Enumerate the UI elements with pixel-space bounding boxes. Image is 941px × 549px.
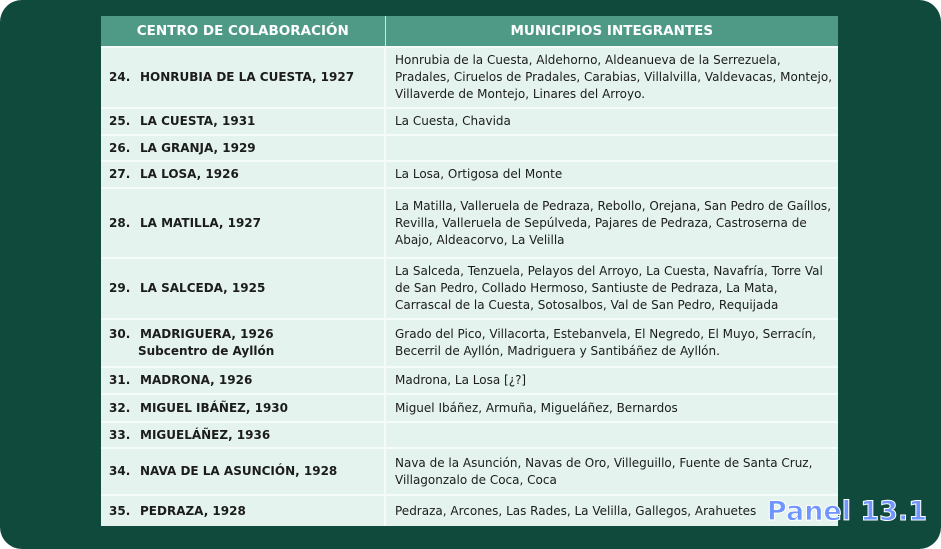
centro-name: MADRONA, 1926 (140, 373, 253, 387)
centro-cell (101, 367, 385, 394)
table-header-row (101, 16, 838, 47)
table-row (101, 495, 838, 526)
row-number: 32. (109, 400, 131, 415)
table-row (101, 448, 838, 495)
centro-cell (101, 135, 385, 161)
table-row (101, 394, 838, 422)
table-row (101, 367, 838, 394)
table-row (101, 422, 838, 448)
row-number: 26. (109, 140, 131, 155)
centro-name: NAVA DE LA ASUNCIÓN, 1928 (140, 464, 338, 478)
centro-name: LA SALCEDA, 1925 (140, 281, 266, 295)
centro-name: LA CUESTA, 1931 (140, 114, 256, 128)
row-number: 31. (109, 373, 131, 387)
municipios-cell: Honrubia de la Cuesta, Aldehorno, Aldeanueva de la Serrezuela, Pradales, Ciruelos de Pradales, Carabias, Villalvilla, Valdevacas, Montejo, Villaverde de Montejo, Linares del Arroyo. (385, 47, 838, 108)
row-number: 24. (109, 70, 131, 84)
municipios-cell: Grado del Pico, Villacorta, Estebanvela, El Negredo, El Muyo, Serracín, Becerril de Ayllón, Madriguera y Santibáñez de Ayllón. (385, 319, 838, 367)
centro-cell (101, 258, 385, 319)
row-number: 25. (109, 114, 131, 128)
centro-cell (101, 108, 385, 135)
centro-name: PEDRAZA, 1928 (140, 503, 246, 518)
table-row (101, 135, 838, 161)
centro-cell (101, 188, 385, 258)
municipios-cell: Miguel Ibáñez, Armuña, Migueláñez, Bernardos (385, 394, 838, 422)
centro-name: LA GRANJA, 1929 (140, 140, 256, 155)
row-number: 33. (109, 427, 131, 442)
row-number: 29. (109, 281, 131, 295)
centro-name: MIGUELÁÑEZ, 1936 (140, 427, 271, 442)
municipios-cell: La Matilla, Valleruela de Pedraza, Rebollo, Orejana, San Pedro de Gaíllos, Revilla, Valleruela de Sepúlveda, Pajares de Pedraza, Castroserna de Abajo, Aldeacorvo, La Velilla (385, 188, 838, 258)
centro-cell (101, 47, 385, 108)
panel-label: Panel 13.1 (766, 496, 927, 527)
centro-cell (101, 495, 385, 526)
row-number: 27. (109, 167, 131, 181)
municipios-cell (385, 422, 838, 448)
centro-name: LA LOSA, 1926 (140, 167, 239, 181)
municipios-cell: Madrona, La Losa [¿?] (385, 367, 838, 394)
municipios-cell: La Losa, Ortigosa del Monte (385, 161, 838, 188)
centro-cell (101, 319, 385, 367)
table-row (101, 188, 838, 258)
subcentro-name: Subcentro de Ayllón (138, 344, 275, 358)
centro-cell (101, 394, 385, 422)
centro-name: MADRIGUERA, 1926 (140, 327, 274, 341)
centro-name: LA MATILLA, 1927 (140, 215, 261, 230)
centro-cell (101, 422, 385, 448)
table-row (101, 258, 838, 319)
header-municipios: MUNICIPIOS INTEGRANTES (385, 16, 838, 47)
centro-name: MIGUEL IBÁÑEZ, 1930 (140, 400, 288, 415)
municipios-cell: Pedraza, Arcones, Las Rades, La Velilla, Gallegos, Arahuetes (385, 495, 838, 526)
table-row (101, 161, 838, 188)
table-row (101, 108, 838, 135)
row-number: 28. (109, 215, 131, 230)
row-number: 34. (109, 464, 131, 478)
table-row (101, 319, 838, 367)
municipios-cell: La Cuesta, Chavida (385, 108, 838, 135)
centro-cell (101, 448, 385, 495)
centros-table (101, 16, 838, 526)
municipios-cell (385, 135, 838, 161)
centros-table-container (101, 16, 838, 526)
header-centro: CENTRO DE COLABORACIÓN (101, 16, 385, 47)
municipios-cell: Nava de la Asunción, Navas de Oro, Villeguillo, Fuente de Santa Cruz, Villagonzalo de Coca, Coca (385, 448, 838, 495)
municipios-cell: La Salceda, Tenzuela, Pelayos del Arroyo, La Cuesta, Navafría, Torre Val de San Pedro, Collado Hermoso, Santiuste de Pedraza, La Mata, Carrascal de la Cuesta, Sotosalbos, Val de San Pedro, Requijada (385, 258, 838, 319)
centro-cell (101, 161, 385, 188)
row-number: 35. (109, 503, 131, 518)
centro-name: HONRUBIA DE LA CUESTA, 1927 (140, 70, 355, 84)
row-number: 30. (109, 327, 131, 341)
table-row (101, 47, 838, 108)
